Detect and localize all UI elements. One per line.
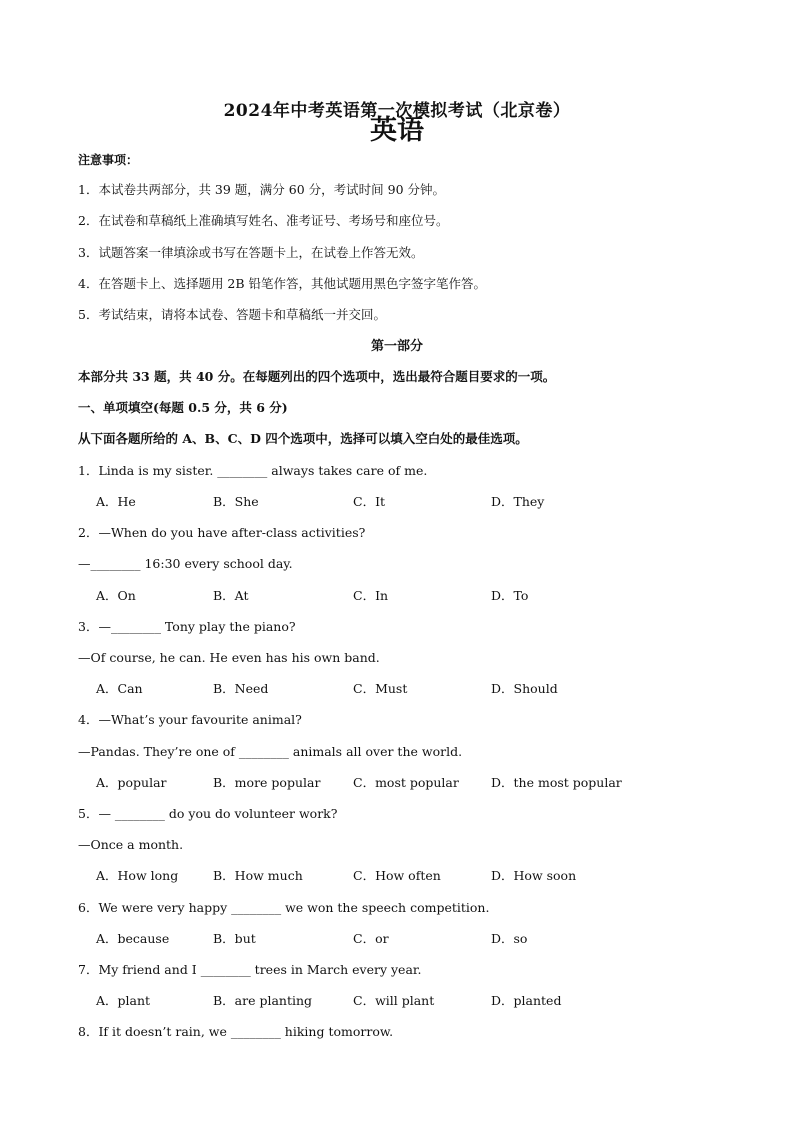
question-3-stem: 3．—________ Tony play the piano? xyxy=(78,619,296,634)
question-7-stem: 7．My friend and I ________ trees in March every year. xyxy=(78,962,422,977)
question-8-stem: 8．If it doesn’t rain, we ________ hiking tomorrow. xyxy=(78,1024,394,1039)
question-2-option-b: B．At xyxy=(213,588,249,603)
question-5-stem: 5．— ________ do you do volunteer work? xyxy=(78,806,338,821)
subject-title: 英语 xyxy=(370,115,424,146)
question-1-stem: 1．Linda is my sister. ________ always takes care of me. xyxy=(78,463,428,478)
question-3-option-b: B．Need xyxy=(213,681,269,696)
question-6-stem: 6．We were very happy ________ we won the speech competition. xyxy=(78,900,490,915)
question-2-stem: 2．—When do you have after-class activities? xyxy=(78,525,366,540)
question-7-option-a: A．plant xyxy=(96,993,151,1008)
question-1-option-a: A．He xyxy=(96,494,136,509)
question-3-reply: —Of course, he can. He even has his own band. xyxy=(78,650,380,665)
question-4-option-a: A．popular xyxy=(96,775,167,790)
question-6-option-c: C．or xyxy=(353,931,389,946)
question-4-option-b: B．more popular xyxy=(213,775,321,790)
question-3-option-c: C．Must xyxy=(353,681,408,696)
question-2-option-a: A．On xyxy=(96,588,136,603)
note-item-2: 2．在试卷和草稿纸上准确填写姓名、准考证号、考场号和座位号。 xyxy=(78,213,449,228)
question-4-option-d: D．the most popular xyxy=(491,775,622,790)
note-item-5: 5．考试结束，请将本试卷、答题卡和草稿纸一并交回。 xyxy=(78,307,386,322)
part-intro: 本部分共 33 题，共 40 分。在每题列出的四个选项中，选出最符合题目要求的一项。 xyxy=(78,369,556,384)
question-5-option-a: A．How long xyxy=(96,868,179,883)
note-item-1: 1．本试卷共两部分，共 39 题，满分 60 分，考试时间 90 分钟。 xyxy=(78,182,446,197)
question-5-reply: —Once a month. xyxy=(78,837,184,852)
question-5-option-c: C．How often xyxy=(353,868,441,883)
note-item-4: 4．在答题卡上、选择题用 2B 铅笔作答，其他试题用黑色字签字笔作答。 xyxy=(78,276,487,291)
question-2-reply: —________ 16:30 every school day. xyxy=(78,556,293,571)
notes-heading: 注意事项： xyxy=(78,153,139,167)
note-item-3: 3．试题答案一律填涂或书写在答题卡上，在试卷上作答无效。 xyxy=(78,245,424,260)
question-3-option-d: D．Should xyxy=(491,681,558,696)
question-2-option-c: C．In xyxy=(353,588,389,603)
question-4-option-c: C．most popular xyxy=(353,775,459,790)
question-1-option-c: C．It xyxy=(353,494,386,509)
exam-title: 2024年中考英语第一次模拟考试（北京卷） xyxy=(223,101,571,121)
question-6-option-b: B．but xyxy=(213,931,256,946)
question-2-option-d: D．To xyxy=(491,588,529,603)
question-1-option-b: B．She xyxy=(213,494,259,509)
question-6-option-d: D．so xyxy=(491,931,528,946)
question-1-option-d: D．They xyxy=(491,494,545,509)
question-6-option-a: A．because xyxy=(96,931,170,946)
section-instruction: 从下面各题所给的 A、B、C、D 四个选项中，选择可以填入空白处的最佳选项。 xyxy=(78,431,528,446)
part-title: 第一部分 xyxy=(370,339,423,354)
question-7-option-d: D．planted xyxy=(491,993,562,1008)
question-7-option-b: B．are planting xyxy=(213,993,313,1008)
question-5-option-d: D．How soon xyxy=(491,868,577,883)
question-4-reply: —Pandas. They’re one of ________ animals all over the world. xyxy=(78,744,463,759)
question-7-option-c: C．will plant xyxy=(353,993,435,1008)
question-4-stem: 4．—What’s your favourite animal? xyxy=(78,712,302,727)
question-3-option-a: A．Can xyxy=(96,681,143,696)
question-5-option-b: B．How much xyxy=(213,868,303,883)
section-title: 一、单项填空(每题 0.5 分，共 6 分) xyxy=(78,400,288,415)
